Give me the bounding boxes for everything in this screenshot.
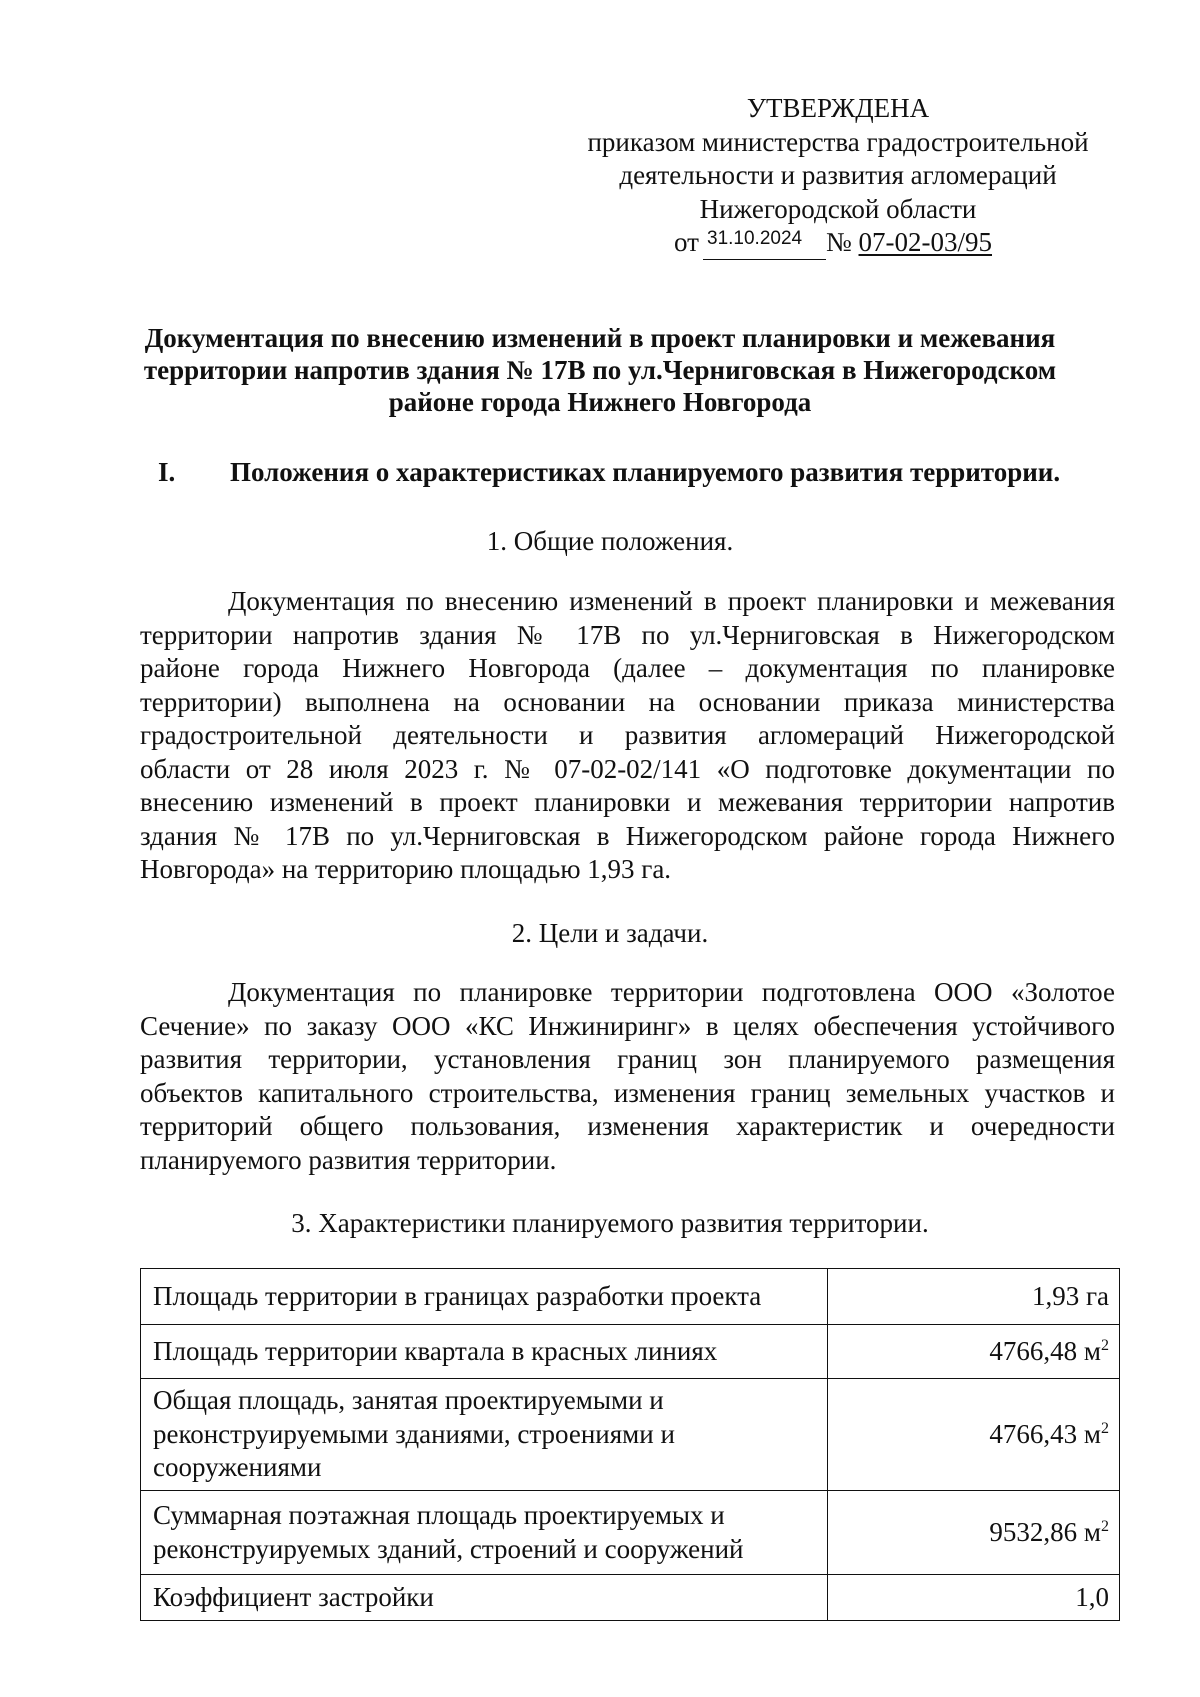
section-number: I. [158, 457, 176, 487]
approval-line-1: приказом министерства градостроительной [587, 126, 1089, 157]
goals-paragraph [140, 976, 1115, 1177]
characteristics-table [140, 1268, 1120, 1621]
characteristics-heading: 3. Характеристики планируемого развития территории. [291, 1208, 929, 1238]
approval-number: 07-02-03/95 [858, 227, 992, 257]
table-row [141, 1491, 1120, 1575]
paragraph-line: внесению изменений в проект планировки и межевания территории напротив [140, 787, 1115, 817]
table-cell-value: 9532,86 $м^2$ [828, 1491, 1120, 1575]
paragraph-line: объектов капитального строительства, изменения границ земельных участков и [140, 1077, 1115, 1108]
paragraph-line: территорий общего пользования, изменения характеристик и очередности [140, 1111, 1115, 1141]
goals-heading: 2. Цели и задачи. [511, 918, 709, 948]
paragraph-line: градостроительной деятельности и развития агломераций Нижегородской [140, 720, 1115, 750]
table-row [141, 1325, 1120, 1379]
table-cell-value: 4766,48 $м^2$ [828, 1325, 1120, 1379]
paragraph-line: развития территории, установления границ зон планируемого размещения [140, 1044, 1115, 1074]
title-line-1: Документация по внесению изменений в проект планировки и межевания [144, 323, 1056, 353]
paragraph-line: области от 28 июля 2023 г. № 07-02-02/141 «О подготовке документации по [140, 753, 1115, 784]
section-title: Положения о характеристиках планируемого развития территории. [230, 457, 1061, 487]
general-heading: 1. Общие положения. [486, 526, 734, 556]
number-prefix: № [826, 227, 859, 257]
from-prefix: от [674, 227, 699, 257]
table-cell-label: Коэффициент застройки [141, 1575, 828, 1621]
approval-date: 31.10.2024 [707, 228, 803, 249]
table-cell-label: Общая площадь, занятая проектируемыми и реконструируемыми зданиями, строениями и сооружениями [141, 1379, 828, 1491]
approval-line-2: деятельности и развития агломераций [619, 160, 1057, 190]
paragraph-line: Документация по внесению изменений в проект планировки и межевания [228, 586, 1115, 616]
paragraph-line: Сечение» по заказу ООО «КС Инжиниринг» в целях обеспечения устойчивого [140, 1010, 1115, 1041]
title-line-3: районе города Нижнего Новгорода [388, 387, 812, 417]
paragraph-line: Новгорода» на территорию площадью 1,93 га. [140, 854, 672, 884]
paragraph-line: Документация по планировке территории подготовлена ООО «Золотое [228, 977, 1115, 1007]
date-underline [703, 259, 826, 260]
table-cell-label: Суммарная поэтажная площадь проектируемых и реконструируемых зданий, строений и сооружений [141, 1491, 828, 1575]
approval-signature-line [568, 226, 1108, 262]
paragraph-line: территории напротив здания № 17В по ул.Черниговская в Нижегородском [140, 619, 1115, 650]
approval-heading: УТВЕРЖДЕНА [746, 93, 930, 123]
paragraph-line: здания № 17В по ул.Черниговская в Нижегородском районе города Нижнего [140, 820, 1115, 851]
table-cell-label: Площадь территории в границах разработки проекта [141, 1269, 828, 1325]
document-title [128, 322, 1072, 418]
table-row [141, 1269, 1120, 1325]
general-paragraph [140, 585, 1115, 887]
table-cell-value: 1,0 [828, 1575, 1120, 1621]
title-line-2: территории напротив здания № 17В по ул.Черниговская в Нижегородском [143, 355, 1057, 385]
paragraph-line: районе города Нижнего Новгорода (далее – документация по планировке [140, 653, 1115, 683]
approval-number-wrap [826, 226, 992, 260]
table-row [141, 1379, 1120, 1491]
approval-stamp [568, 92, 1108, 262]
table-cell-value: 4766,43 $м^2$ [828, 1379, 1120, 1491]
table-cell-label: Площадь территории квартала в красных линиях [141, 1325, 828, 1379]
paragraph-line: планируемого развития территории. [140, 1144, 557, 1175]
table-row [141, 1575, 1120, 1621]
paragraph-line: территории) выполнена на основании на основании приказа министерства [140, 686, 1115, 717]
table-cell-value: 1,93 га [828, 1269, 1120, 1325]
approval-line-3: Нижегородской области [699, 193, 977, 224]
